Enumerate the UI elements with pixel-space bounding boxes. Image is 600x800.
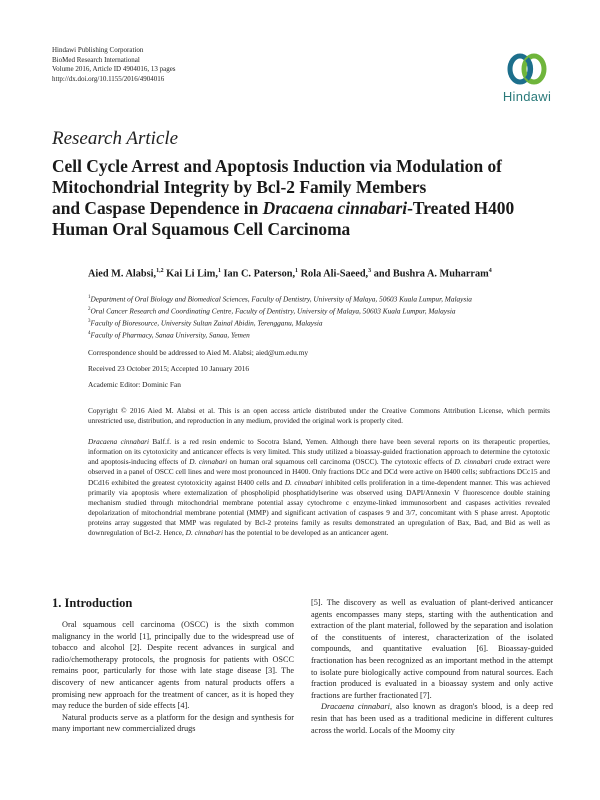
affiliation: $^3$Faculty of Bioresource, University Sultan Zainal Abidin, Terengganu, Malaysia <box>88 318 323 328</box>
hindawi-logo-icon <box>507 50 547 88</box>
title-line: Mitochondrial Integrity by Bcl-2 Family Members <box>52 177 427 197</box>
paragraph: [5]. The discovery as well as evaluation of plant-derived anticancer agents encompasses many steps, starting with the authentication and extraction of the plant material, followed by the separation and isolation of the constituents of interest, characterization of the isolated compounds, and quantitative evaluation [6]. Bioassay-guided fractionation has been recognized as an important method in the attempt to isolate pure biologically active compound from natural sources. Each fraction produced is evaluated in a bioassay system and only active fractions are further fractionated [7]. <box>311 598 553 700</box>
article-title <box>52 156 572 240</box>
received-accepted-dates: Received 23 October 2015; Accepted 10 January 2016 <box>88 364 250 373</box>
correspondence: Correspondence should be addressed to Aied M. Alabsi; aied@um.edu.my <box>88 348 309 357</box>
title-line: Human Oral Squamous Cell Carcinoma <box>52 219 351 239</box>
author: Rola Ali-Saeed, <box>300 268 369 280</box>
author: and Bushra A. Muharram <box>373 268 489 280</box>
abstract: Dracaena cinnabari Balf.f. is a red resin endemic to Socotra Island, Yemen. Although there have been several reports on its therapeutic properties, information on its cytotoxicity and anticancer effects is very limited. This study utilized a bioassay-guided fractionation approach to determine the cytotoxic and apoptosis-inducing effects of D. cinnabari on human oral squamous cell carcinoma (OSCC). The cytotoxic effects of D. cinnabari crude extract were observed in a panel of OSCC cell lines and were most pronounced in H400. Only fractions DCc and DCd were active on H400 cells; subfractions DCc15 and DCd16 exhibited the greatest cytotoxicity against H400 cells and D. cinnabari inhibited cells proliferation in a time-dependent manner. This was achieved primarily via apoptosis where externalization of phospholipid phosphatidylserine was observed using DAPI/Annexin V fluorescence double staining mechanism studied through mitochondrial membrane potential assay cytochrome c enzyme-linked immunosorbent and caspases activities revealed depolarization of mitochondrial membrane potential (MMP) and significant activation of caspases 9 and 3/7, concomitant with S phase arrest. Apoptotic proteins array suggested that MMP was regulated by Bcl-2 proteins family as results demonstrated an upregulation of Bax, Bad, and Bid as well as downregulation of Bcl-2. Hence, D. cinnabari has the potential to be developed as an anticancer agent. <box>88 437 551 538</box>
intro-right-column <box>311 597 553 736</box>
author: Kai Li Lim, <box>166 268 218 280</box>
title-line: Cell Cycle Arrest and Apoptosis Induction via Modulation of <box>52 156 502 176</box>
article-type: Research Article <box>52 128 179 149</box>
copyright-notice: Copyright © 2016 Aied M. Alabsi et al. This is an open access article distributed under the Creative Commons Attribution License, which permits unrestricted use, distribution, and reproduction in any medium, provided the original work is properly cited. <box>88 406 550 426</box>
logo-wordmark: Hindawi <box>502 89 552 104</box>
paragraph: Dracaena cinnabari, also known as dragon's blood, is a deep red resin that has been used as a traditional medicine in different cultures across the world. Locals of the Moomy city <box>311 702 554 735</box>
publisher-name: Hindawi Publishing Corporation <box>52 46 144 54</box>
doi-link[interactable]: http://dx.doi.org/10.1155/2016/4904016 <box>52 74 165 83</box>
author: Ian C. Paterson, <box>223 268 296 280</box>
affiliation: $^2$Oral Cancer Research and Coordinating Centre, Faculty of Dentistry, University of Malaya, 50603 Kuala Lumpur, Malaysia <box>88 306 456 316</box>
affiliations <box>88 293 472 341</box>
affiliation: $^1$Department of Oral Biology and Biomedical Sciences, Faculty of Dentistry, University of Malaya, 50603 Kuala Lumpur, Malaysia <box>88 294 472 304</box>
species-name: Dracaena cinnabari <box>262 198 408 218</box>
paragraph: Natural products serve as a platform for the design and synthesis for many important new commercialized drugs <box>52 712 294 734</box>
hindawi-logo <box>497 50 557 108</box>
author-list: Aied M. Alabsi,$^{1,2}$ Kai Li Lim,$^1$ Ian C. Paterson,$^1$ Rola Ali-Saeed,$^3$ and Bushra A. Muharram$^4$ <box>88 268 492 280</box>
journal-meta <box>52 46 176 84</box>
affiliation: $^4$Faculty of Pharmacy, Sanaa University, Sanaa, Yemen <box>88 330 250 340</box>
intro-left-column <box>52 619 294 735</box>
journal-name: BioMed Research International <box>52 55 140 64</box>
title-line: and Caspase Dependence in Dracaena cinnabari-Treated H400 <box>52 198 515 218</box>
academic-editor: Academic Editor: Dominic Fan <box>88 380 181 389</box>
author: Aied M. Alabsi, <box>88 268 157 280</box>
paragraph: Oral squamous cell carcinoma (OSCC) is the sixth common malignancy in the world [1], principally due to the widespread use of tobacco and alcohol [2]. Despite recent advances in surgical and radio/chemotherapy protocols, the prognosis for patients with OSCC remains poor, particularly for those with late stage disease [3]. The discovery of new anticancer agents from natural products offers a promising new approach for the treatment of cancer, as it is hoped they may reduce the burden of side effects [4]. <box>52 620 294 711</box>
volume-line: Volume 2016, Article ID 4904016, 13 pages <box>52 65 176 74</box>
section-heading: 1. Introduction <box>52 596 133 610</box>
